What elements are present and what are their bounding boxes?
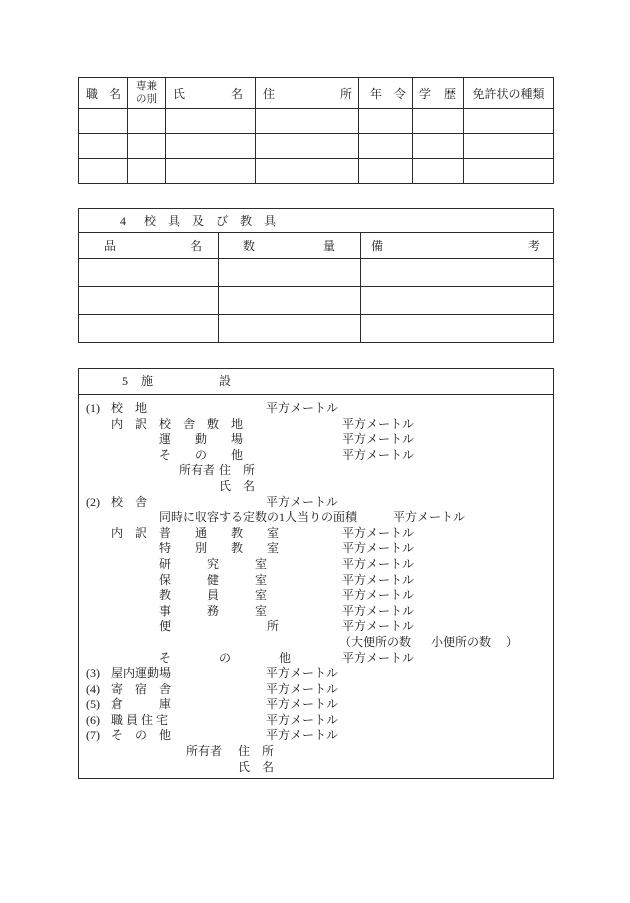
header-char: 量: [322, 239, 335, 253]
col-header-age: [359, 78, 413, 109]
empty-cell: [256, 109, 359, 134]
staff-header-row: [79, 78, 554, 109]
empty-cell: [361, 259, 554, 287]
header-char: 名: [230, 86, 243, 101]
subsection-label: 内 訳: [111, 525, 148, 540]
empty-cell: [361, 287, 554, 315]
empty-cell: [359, 159, 413, 184]
item-label: 倉 庫: [111, 697, 172, 712]
empty-cell: [359, 134, 413, 159]
col-header-quantity: [219, 233, 361, 259]
equipment-table-body: [79, 259, 554, 343]
header-line: の別: [136, 94, 157, 105]
owner-label: 所有者: [179, 463, 216, 478]
unit-label: 平方メートル: [342, 447, 415, 462]
item-number: (4): [86, 681, 100, 696]
col-header-remarks-text: [361, 237, 553, 254]
empty-cell: [413, 134, 464, 159]
subsection-label: 内 訳: [111, 416, 148, 431]
table-row: [79, 109, 554, 134]
unit-label: 平方メートル: [266, 712, 339, 727]
unit-label: 平方メートル: [266, 401, 339, 415]
item-label: 職 員 住 宅: [111, 712, 169, 727]
facility-line: [79, 463, 553, 479]
table-row: [79, 315, 554, 343]
col-header-job-title-text: [79, 85, 127, 102]
facility-line: [79, 432, 553, 448]
col-header-address-text: [256, 85, 358, 102]
facility-line: [79, 479, 553, 495]
unit-label: 平方メートル: [342, 416, 415, 431]
unit-label: 平方メートル: [342, 603, 415, 618]
empty-cell: [79, 315, 219, 343]
unit-label: 平方メートル: [266, 697, 339, 712]
empty-cell: [464, 109, 554, 134]
item-label: 屋内運動場: [111, 666, 172, 681]
facility-line: [79, 495, 553, 511]
empty-cell: [413, 109, 464, 134]
staff-table-body: [79, 109, 554, 184]
item-label: 普 通 教 室: [159, 525, 280, 540]
item-label: 事 務 室: [159, 603, 268, 618]
item-number: (7): [86, 728, 100, 743]
unit-label: 平方メートル: [342, 650, 415, 665]
owner-address-label: 住 所: [219, 463, 256, 478]
col-header-quantity-text: [219, 237, 360, 254]
item-number: (5): [86, 697, 100, 712]
item-label: 教 員 室: [159, 588, 268, 603]
table-row: [79, 259, 554, 287]
item-label: 特 別 教 室: [159, 541, 280, 556]
section-title: 校 具 及 び 教 具: [144, 214, 277, 228]
facilities-title-row: [79, 369, 553, 395]
toilet-large-count-label: （大便所の数: [339, 634, 412, 649]
section-number: 4: [120, 214, 126, 228]
col-header-name-text: [166, 85, 255, 102]
header-char: 品: [104, 239, 117, 253]
facility-line: [79, 526, 553, 542]
unit-label: 平方メートル: [266, 681, 339, 696]
empty-cell: [256, 159, 359, 184]
table-row: [79, 159, 554, 184]
col-header-remarks: [361, 233, 554, 259]
header-char: 数: [243, 239, 256, 253]
facilities-body: [79, 395, 553, 775]
table-row: [79, 134, 554, 159]
empty-cell: [359, 109, 413, 134]
col-header-fulltime-parttime-text: [128, 80, 165, 106]
facility-line: [79, 557, 553, 573]
unit-label: 平方メートル: [342, 432, 415, 447]
empty-cell: [79, 259, 219, 287]
header-char: 所: [339, 86, 352, 101]
empty-cell: [219, 259, 361, 287]
facility-line: [79, 682, 553, 698]
item-label: 校 舎: [111, 494, 148, 509]
item-number: (1): [86, 401, 100, 415]
section-number: 5: [122, 374, 128, 388]
unit-label: 平方メートル: [342, 619, 415, 634]
empty-cell: [219, 315, 361, 343]
facility-line: [79, 448, 553, 464]
item-label: そ の 他: [159, 447, 244, 462]
unit-label: 平方メートル: [393, 510, 466, 525]
equipment-table: [78, 208, 554, 343]
empty-cell: [166, 134, 256, 159]
owner-name-label: 氏 名: [219, 478, 256, 493]
empty-cell: [128, 134, 166, 159]
header-char: 令: [393, 86, 406, 101]
facility-line: [79, 760, 553, 776]
staff-table: [78, 77, 554, 184]
item-number: (6): [86, 712, 100, 727]
item-label: 運 動 場: [159, 432, 244, 447]
header-char: 名: [189, 239, 202, 253]
empty-cell: [79, 287, 219, 315]
equipment-title-row: [79, 209, 554, 233]
header-char: 考: [528, 239, 541, 253]
unit-label: 平方メートル: [342, 572, 415, 587]
col-header-education: [413, 78, 464, 109]
item-label: 便 所: [159, 619, 280, 634]
col-header-address: [256, 78, 359, 109]
empty-cell: [464, 159, 554, 184]
header-char: 名: [108, 86, 121, 101]
header-char: 学: [419, 86, 432, 101]
empty-cell: [219, 287, 361, 315]
header-char: 氏: [173, 86, 186, 101]
facility-line: [79, 619, 553, 635]
item-label: 同時に収容する定数の1人当りの面積: [159, 510, 358, 525]
equipment-title-cell: [79, 209, 554, 233]
owner-label: 所有者: [186, 744, 223, 759]
equipment-header-row: [79, 233, 554, 259]
header-char: 住: [263, 86, 276, 101]
item-label: 研 究 室: [159, 556, 268, 571]
facility-line: [79, 604, 553, 620]
item-number: (2): [86, 494, 100, 509]
empty-cell: [256, 134, 359, 159]
section-title: 設: [219, 374, 232, 388]
item-label: 保 健 室: [159, 572, 268, 587]
item-label: 校 地: [111, 401, 148, 415]
item-number: (3): [86, 666, 100, 681]
header-char: 職: [86, 86, 99, 101]
facility-line: [79, 588, 553, 604]
facility-line: [79, 728, 553, 744]
empty-cell: [79, 109, 128, 134]
empty-cell: [79, 159, 128, 184]
item-label: そ の 他: [111, 728, 172, 743]
facility-line: [79, 417, 553, 433]
facility-line: [79, 697, 553, 713]
facility-line: [79, 744, 553, 760]
facility-line: [79, 651, 553, 667]
col-header-job-title: [79, 78, 128, 109]
unit-label: 平方メートル: [342, 541, 415, 556]
facility-line: [79, 573, 553, 589]
item-label: 寄 宿 舎: [111, 681, 172, 696]
empty-cell: [166, 159, 256, 184]
empty-cell: [79, 134, 128, 159]
unit-label: 平方メートル: [266, 494, 339, 509]
header-line: 専兼: [136, 81, 157, 92]
section-title: 施: [141, 374, 154, 388]
owner-address-label: 住 所: [238, 744, 275, 759]
col-header-item-name-text: [79, 237, 218, 254]
empty-cell: [166, 109, 256, 134]
item-label: 校 舎 敷 地: [159, 416, 244, 431]
facilities-section: [78, 368, 554, 779]
facility-line: [79, 510, 553, 526]
unit-label: 平方メートル: [342, 556, 415, 571]
header-char: 備: [371, 239, 384, 253]
unit-label: 平方メートル: [266, 728, 339, 743]
header-label: 免許状の種類: [472, 86, 545, 101]
unit-label: 平方メートル: [342, 525, 415, 540]
owner-name-label: 氏 名: [238, 759, 275, 774]
facility-line: [79, 635, 553, 651]
col-header-name: [166, 78, 256, 109]
unit-label: 平方メートル: [266, 666, 339, 681]
table-row: [79, 287, 554, 315]
col-header-education-text: [413, 85, 463, 102]
facility-line: [79, 666, 553, 682]
col-header-item-name: [79, 233, 219, 259]
col-header-license-type: [464, 78, 554, 109]
facility-line: [79, 401, 553, 417]
facility-line: [79, 541, 553, 557]
item-label: そ の 他: [159, 650, 292, 665]
empty-cell: [128, 109, 166, 134]
paren-close: ）: [506, 634, 519, 649]
col-header-age-text: [359, 85, 412, 102]
empty-cell: [464, 134, 554, 159]
toilet-small-count-label: 小便所の数: [431, 634, 492, 649]
empty-cell: [413, 159, 464, 184]
header-char: 年: [370, 86, 383, 101]
unit-label: 平方メートル: [342, 588, 415, 603]
empty-cell: [361, 315, 554, 343]
facility-line: [79, 713, 553, 729]
col-header-fulltime-parttime: [128, 78, 166, 109]
header-char: 歴: [443, 86, 456, 101]
empty-cell: [128, 159, 166, 184]
